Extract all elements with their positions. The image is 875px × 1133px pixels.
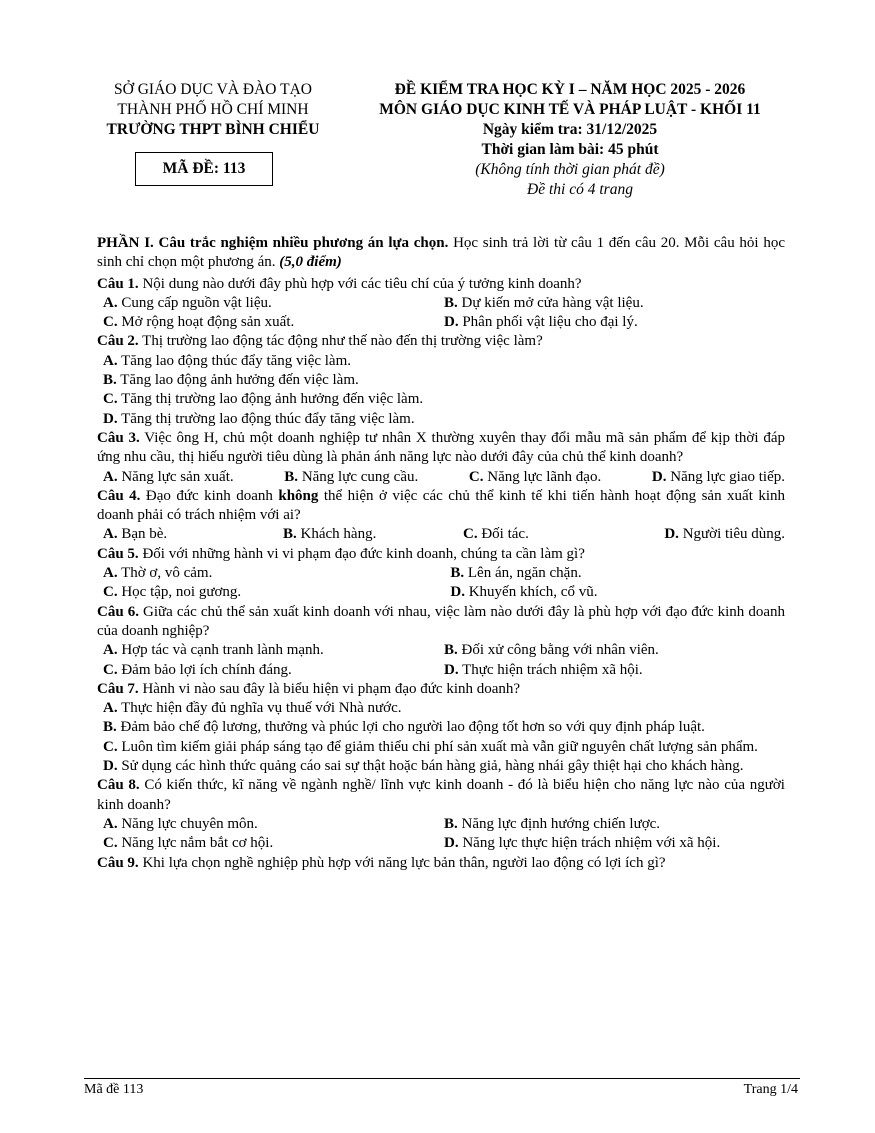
options-row — [103, 525, 785, 544]
exam-duration: Thời gian làm bài: 45 phút — [481, 141, 659, 158]
option-b[interactable]: B. Dự kiến mở cửa hàng vật liệu. — [444, 294, 644, 311]
question-8 — [97, 776, 785, 815]
option-b[interactable]: B. Năng lực định hướng chiến lược. — [444, 815, 661, 832]
option-c[interactable]: C. Luôn tìm kiếm giải pháp sáng tạo để giảm thiểu chi phí sản xuất mà vẫn giữ nguyên chất lượng sản phẩm. — [103, 738, 758, 755]
question-number: Câu 9. — [97, 854, 139, 871]
option-a[interactable]: A. Cung cấp nguồn vật liệu. — [103, 294, 272, 311]
exam-header — [345, 80, 795, 200]
option-d[interactable]: D. Thực hiện trách nhiệm xã hội. — [444, 661, 643, 678]
subject-title: MÔN GIÁO DỤC KINH TẾ VÀ PHÁP LUẬT - KHỐI 11 — [379, 101, 761, 118]
question-number: Câu 2. — [97, 333, 139, 350]
question-number: Câu 8. — [97, 777, 140, 794]
question-4: Câu 4. Đạo đức kinh doanh không thể hiện ở việc các chủ thể kinh tế khi tiến hành hoạt động sản xuất kinh doanh phải có trách nhiệm với ai? — [97, 487, 785, 524]
part1-instruction: Học sinh trả lời từ câu 1 đến câu 20. Mỗi câu hỏi học sinh chỉ chọn một phương án. — [97, 235, 785, 271]
option-b[interactable]: B. Đối xử công bằng với nhân viên. — [444, 642, 659, 659]
options-row — [103, 583, 785, 602]
option-a[interactable]: A. Năng lực chuyên môn. — [103, 815, 258, 832]
question-text: Nội dung nào dưới đây phù hợp với các tiêu chí của ý tưởng kinh doanh? — [138, 275, 582, 292]
option-c[interactable]: C. Đảm bảo lợi ích chính đáng. — [103, 661, 292, 678]
exam-code-box: MÃ ĐỀ: 113 — [135, 152, 273, 186]
exam-title: ĐỀ KIỂM TRA HỌC KỲ I – NĂM HỌC 2025 - 2026 — [394, 81, 746, 98]
options-row — [103, 815, 785, 834]
option-d[interactable]: D. Năng lực giao tiếp. — [651, 468, 785, 485]
question-number: Câu 5. — [97, 545, 139, 562]
question-text: Hành vi nào sau đây là biểu hiện vi phạm đạo đức kinh doanh? — [138, 680, 521, 697]
question-text: Giữa các chủ thể sản xuất kinh doanh với nhau, việc làm nào dưới đây là phù hợp với đạo đức kinh doanh của doanh nghiệp? — [97, 603, 785, 639]
option-d[interactable]: D. Người tiêu dùng. — [664, 526, 785, 543]
option-d[interactable]: D. Tăng thị trường lao động thúc đẩy tăng việc làm. — [103, 410, 415, 427]
option-c[interactable]: C. Năng lực lãnh đạo. — [468, 468, 602, 485]
option-c[interactable]: C. Học tập, noi gương. — [103, 584, 242, 601]
option-b[interactable]: B. Đảm bảo chế độ lương, thưởng và phúc lợi cho người lao động tốt hơn so với quy định pháp luật. — [103, 719, 705, 736]
question-number: Câu 6. — [97, 603, 139, 620]
duration-note: (Không tính thời gian phát đề) — [475, 161, 665, 178]
part1-title: PHẦN I. Câu trắc nghiệm nhiều phương án lựa chọn. — [97, 235, 449, 251]
option-a[interactable]: A. Hợp tác và cạnh tranh lành mạnh. — [103, 642, 324, 659]
question-text: Khi lựa chọn nghề nghiệp phù hợp với năng lực bản thân, người lao động có lợi ích gì? — [138, 854, 666, 871]
question-1 — [97, 275, 785, 294]
emphasis-word: không — [278, 487, 319, 504]
options-row — [103, 641, 785, 660]
options-row — [103, 661, 785, 680]
question-text: Đối với những hành vi vi phạm đạo đức kinh doanh, chúng ta cần làm gì? — [138, 545, 585, 562]
options-row — [103, 468, 785, 487]
question-number: Câu 4. — [97, 487, 141, 504]
option-d[interactable]: D. Phân phối vật liệu cho đại lý. — [444, 314, 638, 331]
question-number: Câu 7. — [97, 680, 139, 697]
option-a[interactable]: A. Tăng lao động thúc đẩy tăng việc làm. — [103, 352, 352, 369]
option-a[interactable]: A. Thực hiện đầy đủ nghĩa vụ thuế với Nhà nước. — [103, 700, 402, 717]
options-row — [103, 564, 785, 583]
exam-content — [97, 234, 785, 873]
footer-exam-code: Mã đề 113 — [84, 1082, 144, 1097]
question-number: Câu 3. — [97, 429, 140, 446]
footer-page-number: Trang 1/4 — [743, 1082, 798, 1097]
options-row — [103, 313, 785, 332]
exam-date: Ngày kiểm tra: 31/12/2025 — [482, 121, 658, 138]
city-name: THÀNH PHỐ HỒ CHÍ MINH — [117, 101, 309, 118]
question-2 — [97, 332, 785, 351]
school-name: TRƯỜNG THPT BÌNH CHIỂU — [106, 121, 320, 138]
option-a[interactable]: A. Năng lực sản xuất. — [103, 468, 234, 485]
option-d[interactable]: D. Khuyến khích, cổ vũ. — [450, 584, 598, 601]
option-d[interactable]: D. Sử dụng các hình thức quảng cáo sai sự thật hoặc bán hàng giả, hàng nhái gây thiệt hại cho khách hàng. — [103, 758, 744, 775]
footer-divider — [84, 1078, 800, 1079]
question-number: Câu 1. — [97, 275, 139, 292]
question-6 — [97, 603, 785, 642]
option-c[interactable]: C. Mở rộng hoạt động sản xuất. — [103, 314, 295, 331]
option-b[interactable]: B. Tăng lao động ảnh hưởng đến việc làm. — [103, 372, 359, 389]
question-3 — [97, 429, 785, 468]
option-a[interactable]: A. Thờ ơ, vô cảm. — [103, 565, 213, 582]
options-row — [103, 834, 785, 853]
option-b[interactable]: B. Năng lực cung cầu. — [284, 468, 419, 485]
question-text: Việc ông H, chủ một doanh nghiệp tư nhân X thường xuyên thay đổi mẫu mã sản phẩm để kịp thời đáp ứng nhu cầu, thị hiếu người tiêu dùng là phản ánh năng lực nào dưới đây của chủ thể kinh doanh? — [97, 429, 785, 466]
question-9 — [97, 854, 785, 873]
option-b[interactable]: B. Khách hàng. — [283, 526, 377, 543]
question-5 — [97, 545, 785, 564]
school-header — [88, 80, 338, 140]
part1-points: (5,0 điểm) — [279, 254, 342, 271]
option-c[interactable]: C. Đối tác. — [463, 526, 529, 543]
question-text: Thị trường lao động tác động như thế nào đến thị trường việc làm? — [138, 333, 543, 350]
part1-heading — [97, 234, 785, 273]
option-c[interactable]: C. Tăng thị trường lao động ảnh hưởng đến việc làm. — [103, 391, 424, 408]
page-count-note: Đề thi có 4 trang — [527, 181, 633, 198]
option-b[interactable]: B. Lên án, ngăn chặn. — [450, 565, 582, 582]
question-text: Có kiến thức, kĩ năng về ngành nghề/ lĩnh vực kinh doanh - đó là biểu hiện cho năng lực nào của người kinh doanh? — [97, 777, 785, 813]
department-name: SỞ GIÁO DỤC VÀ ĐÀO TẠO — [114, 81, 312, 98]
option-d[interactable]: D. Năng lực thực hiện trách nhiệm với xã hội. — [444, 835, 721, 852]
options-row — [103, 294, 785, 313]
question-7 — [97, 680, 785, 699]
option-a[interactable]: A. Bạn bè. — [103, 526, 168, 543]
option-c[interactable]: C. Năng lực nắm bắt cơ hội. — [103, 835, 274, 852]
